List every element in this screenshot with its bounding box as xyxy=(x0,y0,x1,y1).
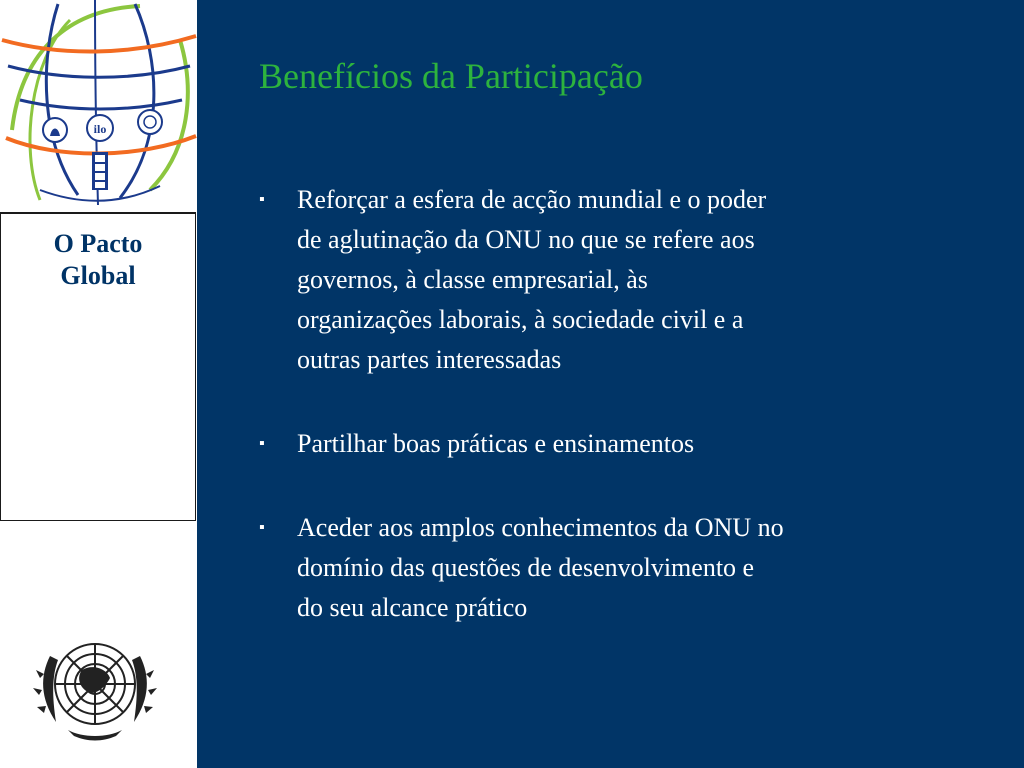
sidebar xyxy=(0,0,197,768)
bullet-text-line: do seu alcance prático xyxy=(297,593,528,622)
bullet-marker: ▪ xyxy=(259,519,265,536)
slide-title: Benefícios da Participação xyxy=(259,56,643,96)
bullet-marker: ▪ xyxy=(259,435,265,452)
svg-text:ilo: ilo xyxy=(93,122,107,136)
global-compact-logo-icon xyxy=(0,0,197,212)
bullet-text-line: Partilhar boas práticas e ensinamentos xyxy=(297,429,695,458)
bullet-text-line: domínio das questões de desenvolvimento e xyxy=(297,553,755,582)
human-rights-icon xyxy=(43,118,67,142)
sidebar-label-box xyxy=(0,212,196,521)
ilo-icon xyxy=(87,115,113,141)
unep-icon xyxy=(138,110,162,134)
bullet-text-line: Reforçar a esfera de acção mundial e o poder xyxy=(297,185,767,214)
bullet-text-line: de aglutinação da ONU no que se refere aos xyxy=(297,225,755,254)
bullet-list xyxy=(257,180,957,628)
bullet-text-line: Aceder aos amplos conhecimentos da ONU no xyxy=(297,513,784,542)
bullet-text-line: outras partes interessadas xyxy=(297,345,562,374)
slide-content xyxy=(197,0,1024,768)
undp-icon xyxy=(92,152,108,190)
bullet-text-line: organizações laborais, à sociedade civil e a xyxy=(297,305,744,334)
sidebar-label-line1: O Pacto xyxy=(53,229,143,258)
sidebar-label xyxy=(1,228,195,292)
bullet-text-line: governos, à classe empresarial, às xyxy=(297,265,648,294)
un-emblem-icon xyxy=(22,626,168,748)
bullet-marker: ▪ xyxy=(259,191,265,208)
list-item xyxy=(257,508,957,628)
sidebar-label-line2: Global xyxy=(60,261,136,290)
list-item xyxy=(257,424,957,464)
list-item xyxy=(257,180,957,380)
